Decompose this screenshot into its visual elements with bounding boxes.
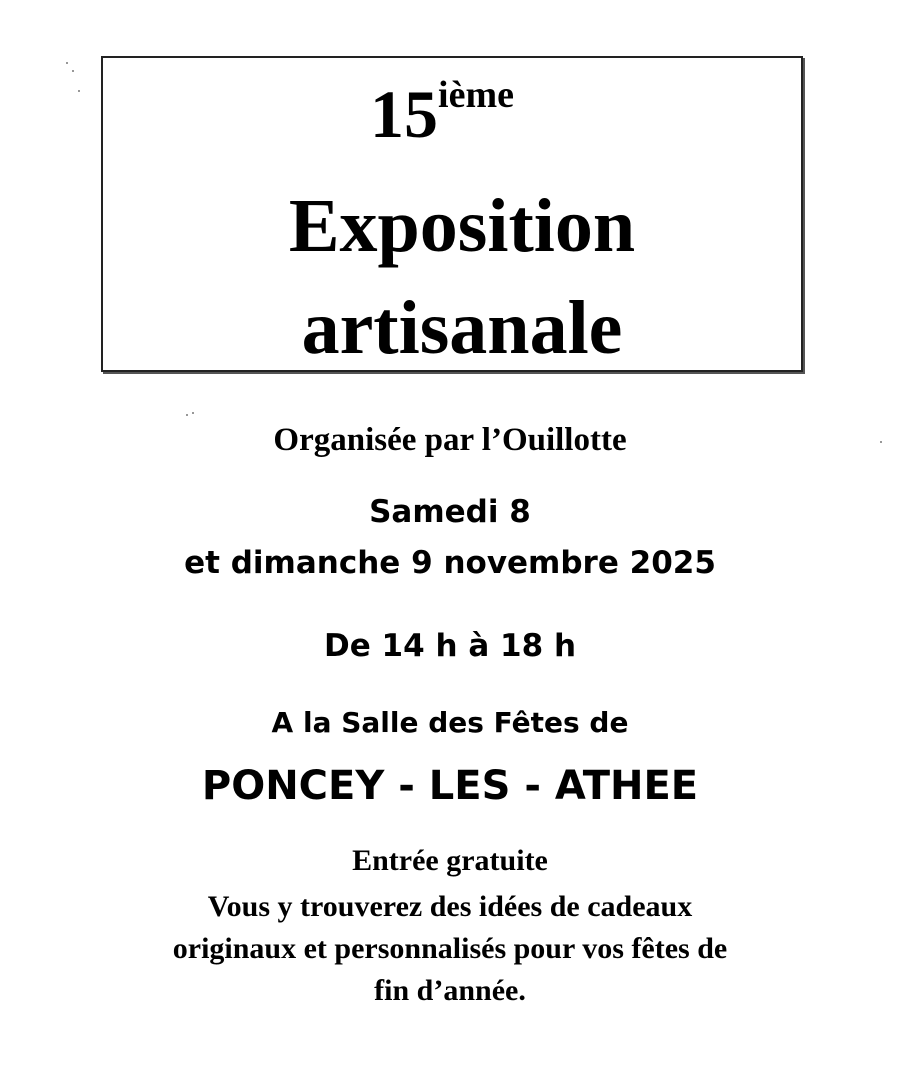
- hours: De 14 h à 18 h: [323, 628, 577, 664]
- scan-speck: [186, 414, 188, 416]
- edition-suffix: ième: [438, 74, 514, 116]
- organizer: Organisée par l’Ouillotte: [273, 422, 627, 458]
- description-line-2: originaux et personnalisés pour vos fêtes de: [172, 932, 728, 965]
- description-line-1: Vous y trouverez des idées de cadeaux: [207, 890, 693, 923]
- description-line-3: fin d’année.: [374, 974, 526, 1007]
- scan-speck: [78, 90, 80, 92]
- edition-number: [0, 74, 892, 152]
- venue-town: PONCEY - LES - ATHEE: [201, 763, 699, 809]
- title-line-2: artisanale: [301, 286, 623, 370]
- title-line-1: Exposition: [288, 184, 636, 268]
- scan-speck: [880, 441, 882, 443]
- venue-line: A la Salle des Fêtes de: [271, 706, 629, 739]
- date-line-2: et dimanche 9 novembre 2025: [184, 545, 716, 581]
- scan-speck: [66, 62, 68, 64]
- edition-number-value: 15: [370, 76, 439, 152]
- date-line-1: Samedi 8: [369, 494, 531, 530]
- scan-speck: [192, 412, 194, 414]
- scan-speck: [72, 70, 74, 72]
- entry-info: Entrée gratuite: [352, 844, 548, 877]
